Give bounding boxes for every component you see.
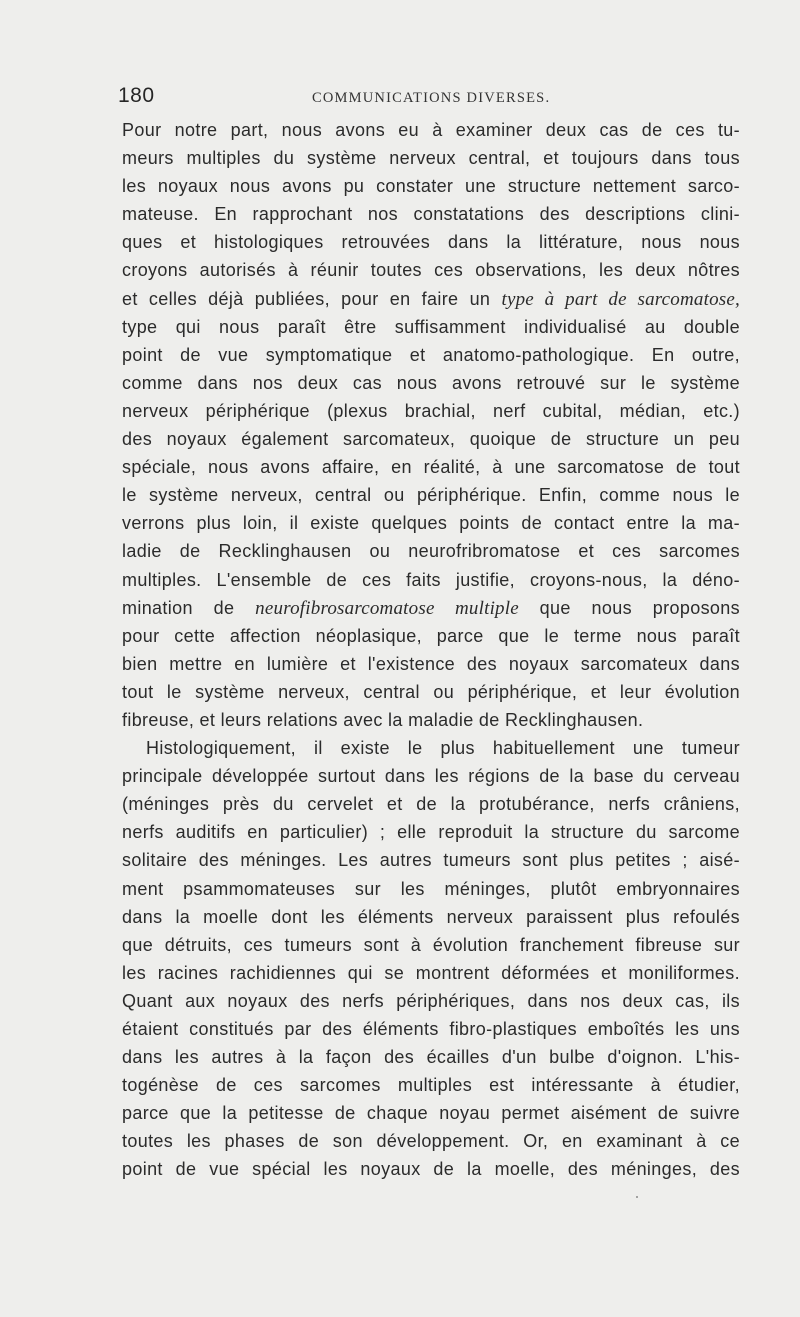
text-line: spéciale, nous avons affaire, en réalité, à une sarcomatose de tout — [122, 457, 740, 478]
text-line: dans la moelle dont les éléments nerveux paraissent plus refoulés — [122, 906, 740, 927]
page-number: 180 — [118, 84, 155, 107]
text-line: multiples. L'ensemble de ces faits justifie, croyons-nous, la déno- — [122, 569, 740, 590]
text-line: point de vue spécial les noyaux de la moelle, des méninges, des — [122, 1159, 740, 1180]
text-line: nerfs auditifs en particulier) ; elle reproduit la structure du sarcome — [122, 822, 740, 843]
text-line: nerveux périphérique (plexus brachial, nerf cubital, médian, etc.) — [122, 400, 740, 421]
text-line: toutes les phases de son développement. Or, en examinant à ce — [122, 1131, 740, 1152]
body-text — [122, 116, 740, 1184]
text-line: comme dans nos deux cas nous avons retrouvé sur le système — [122, 372, 740, 393]
italic-term: type à part de sarcomatose, — [501, 288, 740, 310]
text-line: fibreuse, et leurs relations avec la maladie de Recklinghausen. — [122, 709, 644, 730]
text-line: les noyaux nous avons pu constater une structure nettement sarco- — [122, 176, 740, 197]
text-line: Histologiquement, il existe le plus habituellement une tumeur — [146, 738, 740, 759]
text-line: Pour notre part, nous avons eu à examiner deux cas de ces tu- — [122, 120, 740, 140]
text-line: dans les autres à la façon des écailles d'un bulbe d'oignon. L'his- — [122, 1047, 740, 1068]
text-line: bien mettre en lumière et l'existence des noyaux sarcomateux dans — [122, 653, 740, 674]
text-line: meurs multiples du système nerveux central, et toujours dans tous — [122, 148, 740, 169]
text-line: ques et histologiques retrouvées dans la littérature, nous nous — [122, 232, 740, 253]
italic-term: neurofibrosarcomatose multiple — [255, 597, 519, 619]
text-line: verrons plus loin, il existe quelques points de contact entre la ma- — [122, 513, 740, 534]
text-line: les racines rachidiennes qui se montrent déformées et moniliformes. — [122, 962, 740, 983]
text-line: mination de neurofibrosarcomatose multiple que nous proposons — [122, 597, 740, 619]
text-line: ladie de Recklinghausen ou neurofribromatose et ces sarcomes — [122, 541, 740, 562]
text-line: (méninges près du cervelet et de la protubérance, nerfs crâniens, — [122, 794, 740, 815]
text-line: parce que la petitesse de chaque noyau permet aisément de suivre — [122, 1103, 740, 1124]
text-line: croyons autorisés à réunir toutes ces observations, les deux nôtres — [122, 260, 740, 281]
running-head — [118, 84, 738, 114]
text-line: point de vue symptomatique et anatomo-pathologique. En outre, — [122, 344, 740, 365]
text-line: tout le système nerveux, central ou périphérique, et leur évolution — [122, 681, 740, 702]
text-line: Quant aux noyaux des nerfs périphériques, dans nos deux cas, ils — [122, 990, 740, 1011]
paper-speck — [636, 1196, 638, 1198]
text-line: ment psammomateuses sur les méninges, plutôt embryonnaires — [122, 878, 740, 899]
text-line: solitaire des méninges. Les autres tumeurs sont plus petites ; aisé- — [122, 850, 740, 871]
running-title: COMMUNICATIONS DIVERSES. — [312, 90, 551, 106]
text-line: pour cette affection néoplasique, parce que le terme nous paraît — [122, 625, 740, 646]
text-line: togénèse de ces sarcomes multiples est intéressante à étudier, — [122, 1075, 740, 1096]
text-line: des noyaux également sarcomateux, quoique de structure un peu — [122, 429, 740, 450]
text-line: type qui nous paraît être suffisamment individualisé au double — [122, 316, 740, 337]
text-line: le système nerveux, central ou périphérique. Enfin, comme nous le — [122, 485, 740, 506]
text-line: que détruits, ces tumeurs sont à évolution franchement fibreuse sur — [122, 934, 740, 955]
text-line: mateuse. En rapprochant nos constatations des descriptions clini- — [122, 204, 740, 225]
text-line: et celles déjà publiées, pour en faire un type à part de sarcomatose, — [122, 288, 740, 310]
text-line: étaient constitués par des éléments fibro-plastiques emboîtés les uns — [122, 1019, 740, 1039]
text-line: principale développée surtout dans les régions de la base du cerveau — [122, 766, 740, 787]
